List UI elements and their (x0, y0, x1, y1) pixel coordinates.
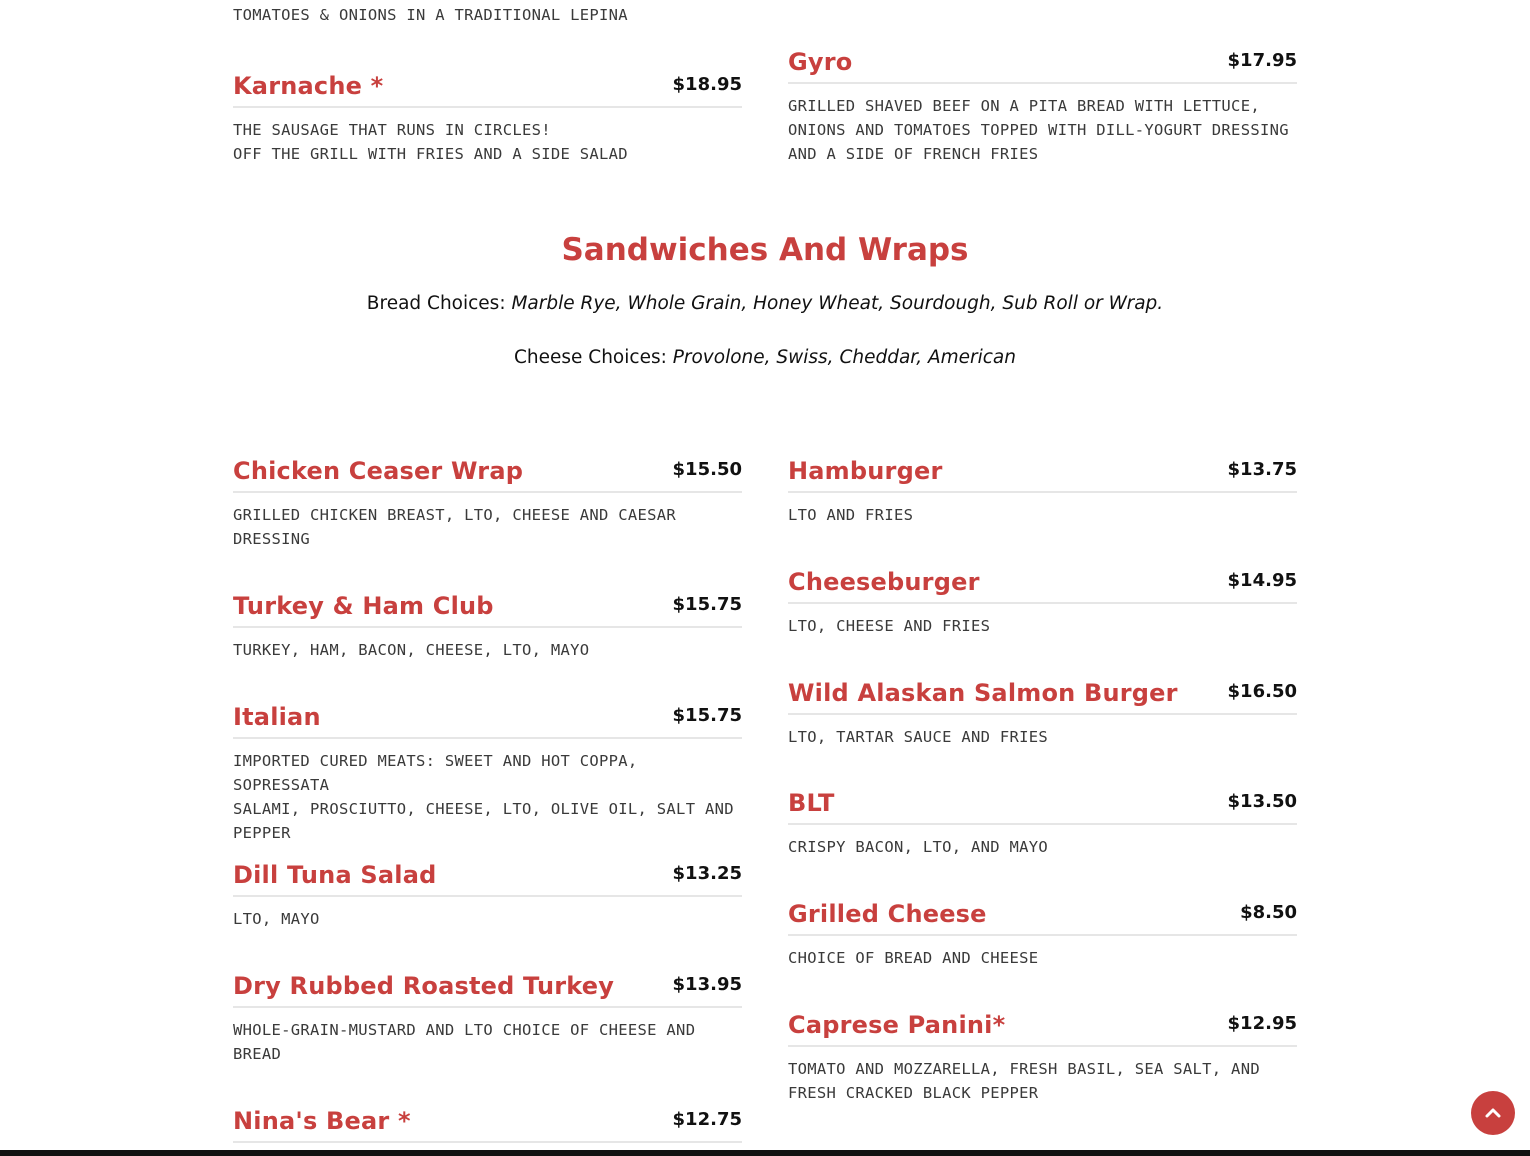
section-title: Sandwiches And Wraps (561, 232, 969, 268)
item-price: $14.95 (1227, 570, 1297, 591)
item-name: Dry Rubbed Roasted Turkey (233, 972, 615, 1000)
item-name: Cheeseburger (788, 568, 980, 596)
item-description: LTO, TARTAR SAUCE AND FRIES (788, 728, 1049, 746)
bread-choices-value: Marble Rye, Whole Grain, Honey Wheat, Sourdough, Sub Roll or Wrap. (511, 293, 1164, 314)
cheese-choices (0, 347, 1530, 368)
item-price: $18.95 (672, 74, 742, 95)
item-price: $13.50 (1227, 791, 1297, 812)
item-price: $13.75 (1227, 459, 1297, 480)
menu-item-wild-alaskan-salmon-burger (788, 678, 1297, 749)
item-name: Caprese Panini* (788, 1011, 1006, 1039)
menu-item-italian (233, 702, 742, 845)
bread-choices (0, 293, 1530, 314)
item-description: TURKEY, HAM, BACON, CHEESE, LTO, MAYO (233, 641, 590, 659)
item-price: $15.50 (672, 459, 742, 480)
item-name: Chicken Ceaser Wrap (233, 457, 524, 485)
item-description: IMPORTED CURED MEATS: SWEET AND HOT COPPA, SOPRESSATA SALAMI, PROSCIUTTO, CHEESE, LTO, OLIVE OIL, SALT AND PEPPER (233, 752, 734, 842)
item-description: CRISPY BACON, LTO, AND MAYO (788, 838, 1049, 856)
menu-item-ninas-bear (233, 1106, 742, 1143)
menu-item-dill-tuna-salad (233, 860, 742, 931)
menu-item-gyro (788, 47, 1297, 166)
item-name: Hamburger (788, 457, 943, 485)
menu-item-turkey-ham-club (233, 591, 742, 662)
item-name: Karnache * (233, 72, 384, 100)
item-description: GRILLED CHICKEN BREAST, LTO, CHEESE AND CAESAR DRESSING (233, 506, 677, 548)
menu-item-hamburger (788, 456, 1297, 527)
item-description: CHOICE OF BREAD AND CHEESE (788, 949, 1039, 967)
menu-item-grilled-cheese (788, 899, 1297, 970)
item-description: WHOLE-GRAIN-MUSTARD AND LTO CHOICE OF CHEESE AND BREAD (233, 1021, 696, 1063)
menu-item-karnache (233, 71, 742, 166)
item-price: $13.25 (672, 863, 742, 884)
item-name: BLT (788, 789, 835, 817)
item-description: LTO, MAYO (233, 910, 320, 928)
item-description: GRILLED SHAVED BEEF ON A PITA BREAD WITH LETTUCE, ONIONS AND TOMATOES TOPPED WITH DILL-YOGURT DRESSING AND A SIDE OF FRENCH FRIES (788, 97, 1289, 163)
item-price: $15.75 (672, 705, 742, 726)
item-price: $8.50 (1240, 902, 1297, 923)
bread-choices-label: Bread Choices: (366, 293, 506, 314)
item-name: Gyro (788, 48, 853, 76)
item-price: $13.95 (672, 974, 742, 995)
menu-item-caprese-panini (788, 1010, 1297, 1105)
chevron-up-icon (1483, 1103, 1503, 1123)
desc-fragment: TOMATOES & ONIONS IN A TRADITIONAL LEPINA (233, 6, 628, 24)
bottom-bar (0, 1150, 1530, 1156)
menu-item-cheeseburger (788, 567, 1297, 638)
item-price: $15.75 (672, 594, 742, 615)
item-description: TOMATO AND MOZZARELLA, FRESH BASIL, SEA SALT, AND FRESH CRACKED BLACK PEPPER (788, 1060, 1260, 1102)
back-to-top-button[interactable] (1471, 1091, 1515, 1135)
item-description: LTO AND FRIES (788, 506, 914, 524)
item-name: Grilled Cheese (788, 900, 987, 928)
item-price: $17.95 (1227, 50, 1297, 71)
item-name: Wild Alaskan Salmon Burger (788, 679, 1178, 707)
menu-item-dry-rubbed-roasted-turkey (233, 971, 742, 1066)
menu-item-blt (788, 788, 1297, 859)
item-name: Turkey & Ham Club (233, 592, 494, 620)
menu-item-chicken-ceaser-wrap (233, 456, 742, 551)
item-price: $12.95 (1227, 1013, 1297, 1034)
item-price: $16.50 (1227, 681, 1297, 702)
item-description: LTO, CHEESE AND FRIES (788, 617, 991, 635)
item-description: THE SAUSAGE THAT RUNS IN CIRCLES! OFF THE GRILL WITH FRIES AND A SIDE SALAD (233, 121, 628, 163)
item-name: Italian (233, 703, 321, 731)
item-price: $12.75 (672, 1109, 742, 1130)
item-name: Nina's Bear * (233, 1107, 411, 1135)
cheese-choices-value: Provolone, Swiss, Cheddar, American (672, 347, 1016, 368)
cheese-choices-label: Cheese Choices: (513, 347, 667, 368)
item-name: Dill Tuna Salad (233, 861, 437, 889)
